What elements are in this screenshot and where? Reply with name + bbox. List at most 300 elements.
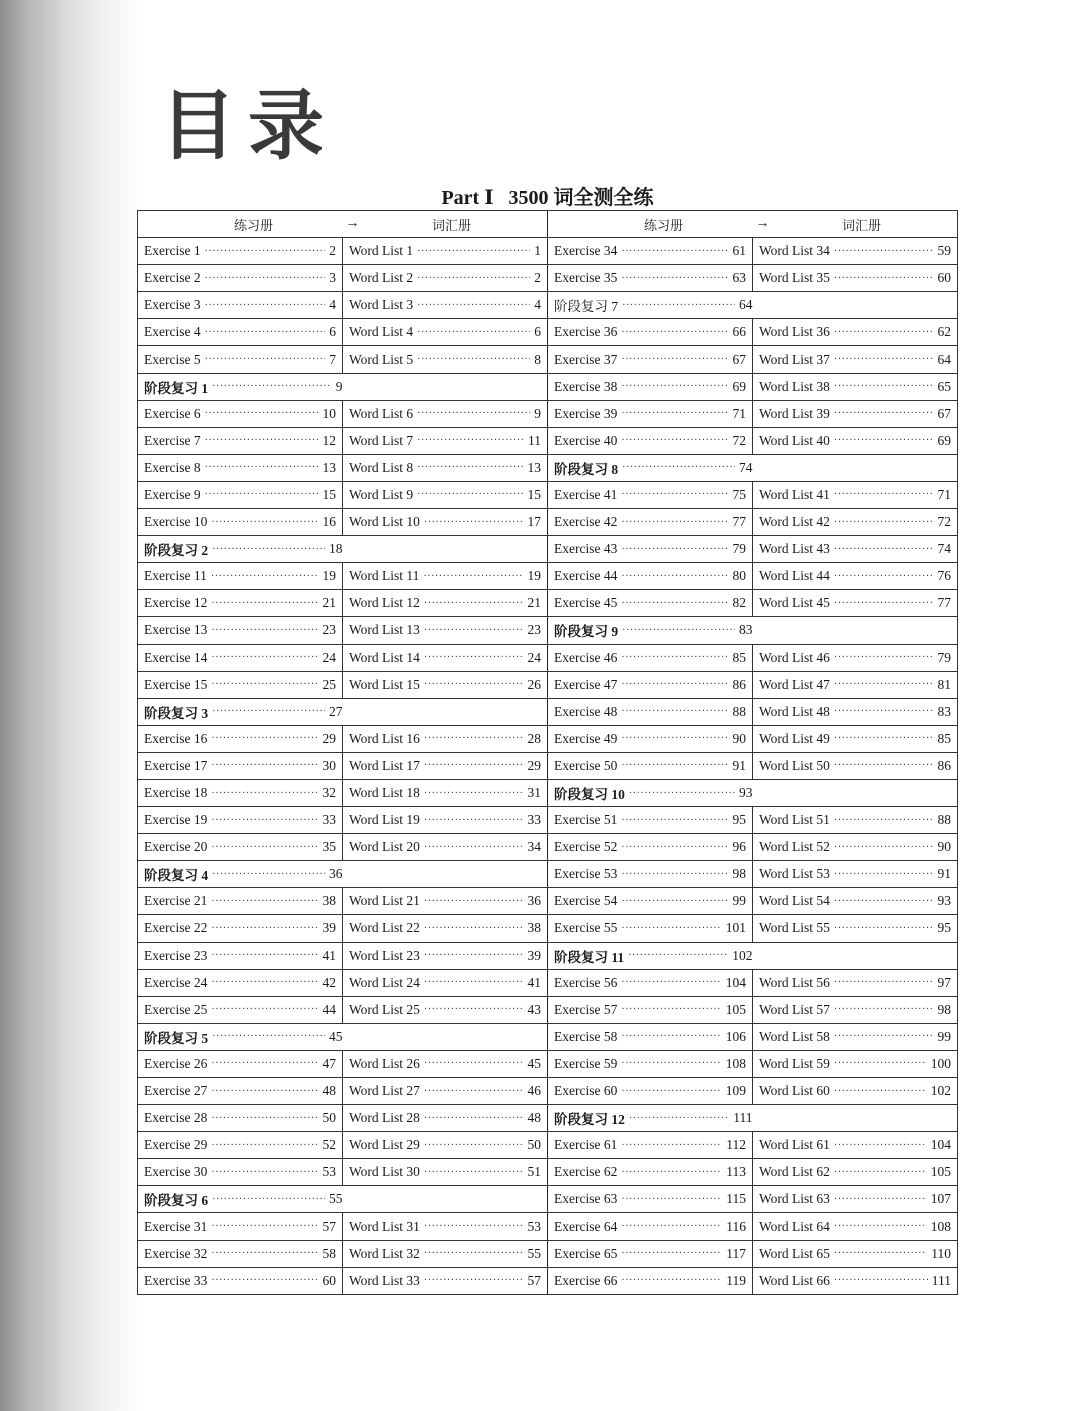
- word-list-entry[interactable]: [753, 1023, 958, 1050]
- exercise-label: Exercise 29: [144, 1137, 208, 1153]
- word-list-label: Word List 62: [759, 1164, 830, 1180]
- word-list-label: Word List 28: [349, 1110, 420, 1126]
- table-row: [138, 238, 958, 265]
- page-number: 64: [739, 297, 753, 313]
- exercise-entry[interactable]: [548, 915, 753, 942]
- table-row: [138, 1132, 958, 1159]
- table-row: [138, 509, 958, 536]
- exercise-entry[interactable]: [138, 725, 343, 752]
- dot-leader: [211, 977, 318, 988]
- exercise-label: Exercise 15: [144, 676, 208, 692]
- word-list-entry[interactable]: [343, 319, 548, 346]
- exercise-entry[interactable]: [138, 888, 343, 915]
- exercise-entry[interactable]: [138, 319, 343, 346]
- exercise-entry[interactable]: [548, 1240, 753, 1267]
- exercise-entry[interactable]: [548, 536, 753, 563]
- dot-leader: [621, 923, 721, 934]
- review-entry[interactable]: [138, 373, 548, 400]
- dot-leader: [834, 571, 934, 582]
- dot-leader: [834, 517, 934, 528]
- exercise-entry[interactable]: [138, 671, 343, 698]
- exercise-entry[interactable]: [548, 725, 753, 752]
- dot-leader: [834, 1167, 927, 1178]
- table-row: [138, 454, 958, 481]
- dot-leader: [834, 354, 934, 365]
- word-list-entry[interactable]: [343, 1078, 548, 1105]
- word-list-label: Word List 59: [759, 1055, 830, 1071]
- page-number: 67: [937, 405, 951, 421]
- page-number: 90: [937, 839, 951, 855]
- review-entry[interactable]: [548, 779, 958, 806]
- exercise-label: Exercise 62: [554, 1164, 618, 1180]
- page-number: 77: [732, 514, 746, 530]
- word-list-entry[interactable]: [343, 454, 548, 481]
- review-entry[interactable]: [548, 454, 958, 481]
- review-entry[interactable]: [138, 1023, 548, 1050]
- word-list-entry[interactable]: [753, 888, 958, 915]
- exercise-label: Exercise 3: [144, 297, 201, 313]
- exercise-entry[interactable]: [548, 834, 753, 861]
- word-list-entry[interactable]: [753, 400, 958, 427]
- dot-leader: [834, 977, 934, 988]
- exercise-entry[interactable]: [138, 454, 343, 481]
- word-list-label: Word List 19: [349, 812, 420, 828]
- exercise-entry[interactable]: [548, 346, 753, 373]
- dot-leader: [621, 652, 728, 663]
- word-list-entry[interactable]: [343, 671, 548, 698]
- page-number: 11: [528, 432, 541, 448]
- table-row: [138, 942, 958, 969]
- exercise-entry[interactable]: [548, 1078, 753, 1105]
- page-number: 102: [930, 1083, 951, 1099]
- dot-leader: [621, 489, 728, 500]
- exercise-entry[interactable]: [138, 481, 343, 508]
- word-list-label: Word List 37: [759, 351, 830, 367]
- page-number: 12: [322, 432, 336, 448]
- exercise-entry[interactable]: [548, 590, 753, 617]
- word-list-entry[interactable]: [343, 265, 548, 292]
- dot-leader: [834, 381, 934, 392]
- exercise-label: Exercise 27: [144, 1083, 208, 1099]
- dot-leader: [211, 1113, 318, 1124]
- exercise-entry[interactable]: [138, 509, 343, 536]
- exercise-entry[interactable]: [548, 563, 753, 590]
- exercise-entry[interactable]: [548, 509, 753, 536]
- page-number: 61: [732, 243, 746, 259]
- word-list-entry[interactable]: [343, 915, 548, 942]
- word-list-entry[interactable]: [343, 1050, 548, 1077]
- exercise-label: Exercise 30: [144, 1164, 208, 1180]
- word-list-entry[interactable]: [343, 292, 548, 319]
- dot-leader: [834, 1058, 927, 1069]
- word-list-entry[interactable]: [753, 996, 958, 1023]
- word-list-entry[interactable]: [343, 996, 548, 1023]
- exercise-entry[interactable]: [138, 563, 343, 590]
- header-vocabulary-label: 词汇册: [841, 217, 881, 233]
- word-list-entry[interactable]: [753, 319, 958, 346]
- word-list-label: Word List 2: [349, 270, 414, 286]
- exercise-label: Exercise 40: [554, 432, 618, 448]
- table-row: [138, 725, 958, 752]
- exercise-label: Exercise 42: [554, 514, 618, 530]
- exercise-label: Exercise 2: [144, 270, 201, 286]
- exercise-entry[interactable]: [138, 996, 343, 1023]
- review-entry[interactable]: [138, 536, 548, 563]
- exercise-entry[interactable]: [138, 834, 343, 861]
- page-number: 50: [527, 1137, 541, 1153]
- exercise-entry[interactable]: [548, 888, 753, 915]
- exercise-entry[interactable]: [138, 752, 343, 779]
- page-number: 104: [725, 974, 746, 990]
- word-list-entry[interactable]: [753, 698, 958, 725]
- word-list-entry[interactable]: [753, 427, 958, 454]
- word-list-entry[interactable]: [343, 238, 548, 265]
- word-list-entry[interactable]: [343, 400, 548, 427]
- exercise-entry[interactable]: [138, 1240, 343, 1267]
- dot-leader: [211, 1275, 318, 1286]
- review-entry[interactable]: [548, 617, 958, 644]
- word-list-entry[interactable]: [753, 1267, 958, 1294]
- exercise-label: Exercise 51: [554, 812, 618, 828]
- dot-leader: [424, 1004, 524, 1015]
- word-list-label: Word List 66: [759, 1272, 830, 1288]
- exercise-entry[interactable]: [138, 265, 343, 292]
- page-number: 35: [322, 839, 336, 855]
- word-list-entry[interactable]: [343, 752, 548, 779]
- exercise-label: Exercise 58: [554, 1028, 618, 1044]
- exercise-entry[interactable]: [548, 644, 753, 671]
- word-list-entry[interactable]: [753, 671, 958, 698]
- word-list-entry[interactable]: [753, 1132, 958, 1159]
- part-title: Part Ⅰ 3500 词全测全练: [441, 187, 654, 209]
- word-list-entry[interactable]: [753, 481, 958, 508]
- word-list-entry[interactable]: [753, 238, 958, 265]
- word-list-entry[interactable]: [753, 509, 958, 536]
- word-list-label: Word List 35: [759, 270, 830, 286]
- word-list-entry[interactable]: [343, 509, 548, 536]
- exercise-entry[interactable]: [138, 590, 343, 617]
- page-number: 30: [322, 757, 336, 773]
- exercise-entry[interactable]: [138, 1267, 343, 1294]
- word-list-label: Word List 39: [759, 405, 830, 421]
- exercise-entry[interactable]: [138, 1105, 343, 1132]
- page-number: 71: [937, 486, 951, 502]
- word-list-entry[interactable]: [343, 1240, 548, 1267]
- page-number: 76: [937, 568, 951, 584]
- word-list-entry[interactable]: [343, 427, 548, 454]
- exercise-entry[interactable]: [138, 1050, 343, 1077]
- page-number: 66: [732, 324, 746, 340]
- contents-body: [138, 238, 958, 1295]
- exercise-entry[interactable]: [548, 1267, 753, 1294]
- dot-leader: [211, 896, 318, 907]
- word-list-entry[interactable]: [343, 725, 548, 752]
- page-number: 19: [527, 568, 541, 584]
- dot-leader: [417, 408, 530, 419]
- word-list-entry[interactable]: [343, 481, 548, 508]
- word-list-entry[interactable]: [343, 1132, 548, 1159]
- dot-leader: [211, 1167, 318, 1178]
- dot-leader: [834, 246, 934, 257]
- dot-leader: [834, 1275, 928, 1286]
- dot-leader: [834, 598, 934, 609]
- review-entry[interactable]: [548, 942, 958, 969]
- page-number: 1: [534, 243, 541, 259]
- dot-leader: [834, 652, 934, 663]
- page-number: 33: [322, 812, 336, 828]
- word-list-label: Word List 60: [759, 1083, 830, 1099]
- word-list-entry[interactable]: [343, 1267, 548, 1294]
- page-number: 71: [732, 405, 746, 421]
- word-list-entry[interactable]: [343, 942, 548, 969]
- exercise-label: Exercise 17: [144, 757, 208, 773]
- word-list-entry[interactable]: [753, 1240, 958, 1267]
- dot-leader: [424, 652, 524, 663]
- dot-leader: [834, 679, 934, 690]
- header-vocabulary-label: 词汇册: [431, 217, 471, 233]
- page-number: 17: [527, 514, 541, 530]
- dot-leader: [834, 733, 934, 744]
- word-list-entry[interactable]: [343, 1213, 548, 1240]
- exercise-entry[interactable]: [138, 346, 343, 373]
- dot-leader: [621, 273, 728, 284]
- page-number: 117: [726, 1245, 746, 1261]
- word-list-entry[interactable]: [753, 536, 958, 563]
- page-number: 85: [937, 730, 951, 746]
- dot-leader: [834, 435, 934, 446]
- page-number: 19: [322, 568, 336, 584]
- word-list-entry[interactable]: [343, 617, 548, 644]
- exercise-entry[interactable]: [548, 1213, 753, 1240]
- word-list-entry[interactable]: [343, 346, 548, 373]
- exercise-entry[interactable]: [548, 671, 753, 698]
- word-list-entry[interactable]: [753, 1186, 958, 1213]
- page-number: 44: [322, 1001, 336, 1017]
- word-list-label: Word List 31: [349, 1218, 420, 1234]
- exercise-entry[interactable]: [548, 807, 753, 834]
- exercise-entry[interactable]: [138, 400, 343, 427]
- word-list-entry[interactable]: [753, 807, 958, 834]
- exercise-entry[interactable]: [138, 779, 343, 806]
- exercise-entry[interactable]: [138, 644, 343, 671]
- exercise-label: Exercise 6: [144, 405, 201, 421]
- word-list-entry[interactable]: [753, 915, 958, 942]
- page-number: 83: [739, 622, 753, 638]
- page-number: 53: [527, 1218, 541, 1234]
- dot-leader: [205, 246, 326, 257]
- page-number: 91: [732, 757, 746, 773]
- word-list-label: Word List 47: [759, 676, 830, 692]
- exercise-entry[interactable]: [138, 807, 343, 834]
- dot-leader: [834, 815, 934, 826]
- exercise-entry[interactable]: [548, 1186, 753, 1213]
- dot-leader: [211, 598, 318, 609]
- word-list-label: Word List 32: [349, 1245, 420, 1261]
- page-number: 111: [733, 1110, 753, 1126]
- table-row: [138, 1240, 958, 1267]
- word-list-entry[interactable]: [343, 888, 548, 915]
- dot-leader: [621, 1004, 721, 1015]
- word-list-label: Word List 26: [349, 1055, 420, 1071]
- page-number: 42: [322, 974, 336, 990]
- exercise-label: Exercise 10: [144, 514, 208, 530]
- exercise-label: Exercise 52: [554, 839, 618, 855]
- exercise-entry[interactable]: [138, 1078, 343, 1105]
- word-list-entry[interactable]: [343, 969, 548, 996]
- exercise-entry[interactable]: [548, 265, 753, 292]
- word-list-label: Word List 25: [349, 1001, 420, 1017]
- exercise-entry[interactable]: [138, 427, 343, 454]
- word-list-entry[interactable]: [753, 834, 958, 861]
- dot-leader: [211, 652, 318, 663]
- page-number: 69: [937, 432, 951, 448]
- page-number: 10: [322, 405, 336, 421]
- page-number: 72: [732, 432, 746, 448]
- exercise-label: Exercise 32: [144, 1245, 208, 1261]
- table-row: [138, 1186, 958, 1213]
- dot-leader: [621, 1140, 722, 1151]
- exercise-entry[interactable]: [548, 373, 753, 400]
- word-list-label: Word List 12: [349, 595, 420, 611]
- page-number: 59: [937, 243, 951, 259]
- word-list-entry[interactable]: [343, 807, 548, 834]
- table-row: [138, 265, 958, 292]
- exercise-entry[interactable]: [548, 238, 753, 265]
- word-list-entry[interactable]: [753, 969, 958, 996]
- dot-leader: [417, 489, 523, 500]
- word-list-label: Word List 11: [349, 568, 420, 584]
- exercise-entry[interactable]: [138, 915, 343, 942]
- word-list-entry[interactable]: [343, 834, 548, 861]
- word-list-label: Word List 21: [349, 893, 420, 909]
- review-entry[interactable]: [138, 1186, 548, 1213]
- exercise-entry[interactable]: [548, 1023, 753, 1050]
- arrow-right-icon: →: [755, 216, 770, 232]
- exercise-label: Exercise 11: [144, 568, 207, 584]
- word-list-label: Word List 24: [349, 974, 420, 990]
- dot-leader: [424, 950, 524, 961]
- exercise-entry[interactable]: [548, 481, 753, 508]
- dot-leader: [212, 381, 332, 392]
- word-list-entry[interactable]: [753, 373, 958, 400]
- exercise-entry[interactable]: [548, 861, 753, 888]
- exercise-label: Exercise 14: [144, 649, 208, 665]
- dot-leader: [621, 571, 728, 582]
- dot-leader: [834, 923, 934, 934]
- word-list-entry[interactable]: [343, 590, 548, 617]
- table-row: [138, 319, 958, 346]
- word-list-entry[interactable]: [753, 861, 958, 888]
- exercise-entry[interactable]: [138, 942, 343, 969]
- exercise-entry[interactable]: [548, 400, 753, 427]
- table-row: [138, 400, 958, 427]
- exercise-entry[interactable]: [138, 1213, 343, 1240]
- exercise-entry[interactable]: [548, 1132, 753, 1159]
- exercise-entry[interactable]: [548, 698, 753, 725]
- exercise-entry[interactable]: [138, 1132, 343, 1159]
- page-number: 21: [322, 595, 336, 611]
- exercise-entry[interactable]: [548, 319, 753, 346]
- dot-leader: [211, 788, 318, 799]
- exercise-entry[interactable]: [548, 752, 753, 779]
- word-list-entry[interactable]: [343, 1159, 548, 1186]
- review-entry[interactable]: [548, 292, 958, 319]
- word-list-entry[interactable]: [753, 1213, 958, 1240]
- page-number: 85: [732, 649, 746, 665]
- word-list-label: Word List 55: [759, 920, 830, 936]
- page-number: 111: [931, 1272, 951, 1288]
- exercise-entry[interactable]: [548, 996, 753, 1023]
- page-number: 9: [335, 378, 343, 394]
- word-list-entry[interactable]: [753, 563, 958, 590]
- header-left: [138, 211, 548, 238]
- exercise-label: Exercise 26: [144, 1055, 208, 1071]
- word-list-entry[interactable]: [753, 1159, 958, 1186]
- word-list-entry[interactable]: [343, 644, 548, 671]
- dot-leader: [834, 1031, 934, 1042]
- page-number: 24: [322, 649, 336, 665]
- exercise-label: Exercise 4: [144, 324, 201, 340]
- review-entry[interactable]: [138, 861, 548, 888]
- word-list-entry[interactable]: [753, 752, 958, 779]
- review-label: 阶段复习 6: [144, 1193, 209, 1209]
- exercise-entry[interactable]: [548, 1159, 753, 1186]
- page-number: 80: [732, 568, 746, 584]
- arrow-right-icon: →: [345, 216, 360, 232]
- page-number: 48: [527, 1110, 541, 1126]
- word-list-entry[interactable]: [753, 1078, 958, 1105]
- word-list-label: Word List 18: [349, 785, 420, 801]
- exercise-entry[interactable]: [138, 238, 343, 265]
- exercise-entry[interactable]: [548, 969, 753, 996]
- page-number: 63: [732, 270, 746, 286]
- page-number: 13: [527, 459, 541, 475]
- dot-leader: [834, 1221, 927, 1232]
- page-number: 57: [322, 1218, 336, 1234]
- word-list-entry[interactable]: [753, 725, 958, 752]
- page-number: 4: [329, 297, 336, 313]
- exercise-entry[interactable]: [138, 969, 343, 996]
- dot-leader: [621, 760, 728, 771]
- exercise-entry[interactable]: [548, 427, 753, 454]
- word-list-entry[interactable]: [343, 779, 548, 806]
- table-row: [138, 996, 958, 1023]
- word-list-entry[interactable]: [343, 1105, 548, 1132]
- word-list-entry[interactable]: [753, 265, 958, 292]
- word-list-entry[interactable]: [753, 590, 958, 617]
- dot-leader: [211, 760, 318, 771]
- dot-leader: [834, 842, 934, 853]
- dot-leader: [621, 977, 721, 988]
- page-number: 55: [527, 1245, 541, 1261]
- exercise-entry[interactable]: [548, 1050, 753, 1077]
- word-list-label: Word List 9: [349, 486, 414, 502]
- page-number: 62: [937, 324, 951, 340]
- table-row: [138, 888, 958, 915]
- exercise-entry[interactable]: [138, 292, 343, 319]
- word-list-entry[interactable]: [753, 346, 958, 373]
- page-number: 36: [329, 866, 343, 882]
- page-number: 38: [527, 920, 541, 936]
- review-entry[interactable]: [138, 698, 548, 725]
- word-list-entry[interactable]: [753, 1050, 958, 1077]
- exercise-entry[interactable]: [138, 1159, 343, 1186]
- exercise-entry[interactable]: [138, 617, 343, 644]
- word-list-entry[interactable]: [343, 563, 548, 590]
- review-entry[interactable]: [548, 1105, 958, 1132]
- word-list-entry[interactable]: [753, 644, 958, 671]
- dot-leader: [417, 435, 524, 446]
